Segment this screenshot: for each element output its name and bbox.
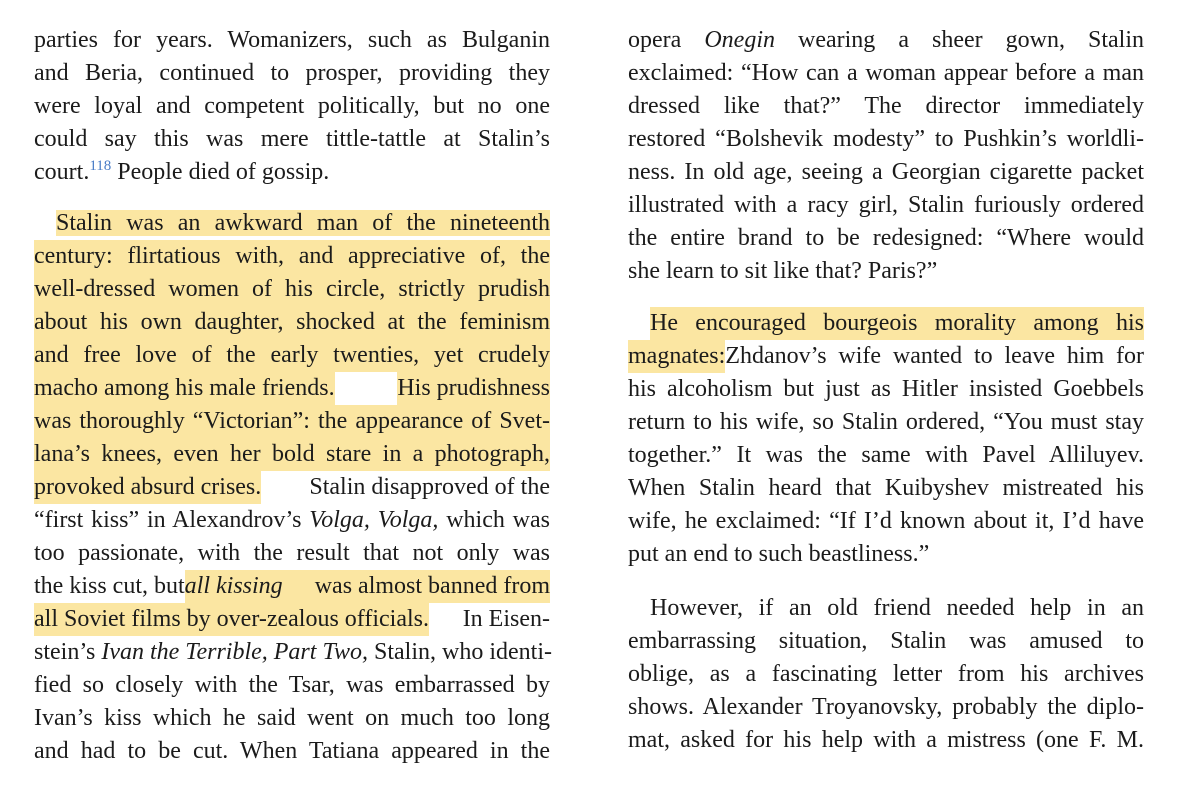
highlighted-text[interactable]: provoked absurd crises. xyxy=(34,471,261,504)
highlighted-text[interactable]: His prudishness xyxy=(397,372,550,405)
highlighted-line[interactable]: lana’s knees, even her bold stare in a photograph, xyxy=(34,438,550,471)
text-line xyxy=(34,603,550,636)
text-line: she learn to sit like that? Paris?” xyxy=(628,258,938,284)
text-line: could say this was mere tittle-tattle at Stalin’s xyxy=(34,126,550,152)
text-line xyxy=(34,372,550,405)
text-line: and had to be cut. When Tatiana appeared in the xyxy=(34,738,550,764)
text-line: When Stalin heard that Kuibyshev mistreated his xyxy=(628,475,1144,501)
text-span: was almost banned from xyxy=(314,573,550,599)
highlighted-text[interactable]: magnates: xyxy=(628,340,725,373)
text-line: the entire brand to be redesigned: “Where would xyxy=(628,225,1144,251)
footnote-link[interactable]: 118 xyxy=(89,158,112,174)
text-line: oblige, as a fascinating letter from his archives xyxy=(628,661,1144,687)
text-span: “first kiss” in Alexandrov’s xyxy=(34,507,310,533)
text-line: embarrassing situation, Stalin was amused to xyxy=(628,628,1144,654)
text-span: the kiss cut, but xyxy=(34,573,185,599)
text-line xyxy=(34,636,550,669)
opera-title: Onegin xyxy=(704,27,775,53)
highlighted-line[interactable]: and free love of the early twenties, yet crudely xyxy=(34,339,550,372)
text-line: were loyal and competent politically, but no one xyxy=(34,93,550,119)
text-line: restored “Bolshevik modesty” to Pushkin’s worldli- xyxy=(628,126,1144,152)
text-line xyxy=(34,504,550,537)
text-line: too passionate, with the result that not only was xyxy=(34,540,550,566)
text-line: However, if an old friend needed help in an xyxy=(650,595,1144,621)
text-line: exclaimed: “How can a woman appear before a man xyxy=(628,60,1144,86)
text-line xyxy=(34,570,550,603)
text-span: Stalin, who identi- xyxy=(368,639,552,665)
highlighted-text[interactable] xyxy=(185,570,550,603)
text-line: parties for years. Womanizers, such as Bulganin xyxy=(34,27,550,53)
text-line: return to his wife, so Stalin ordered, “You must stay xyxy=(628,409,1144,435)
text-line xyxy=(628,307,1144,340)
text-line: wife, he exclaimed: “If I’d known about it, I’d have xyxy=(628,508,1144,534)
text-span: wearing a sheer gown, Stalin xyxy=(774,27,1145,53)
text-line: mat, asked for his help with a mistress (one F. M. xyxy=(628,727,1144,753)
highlighted-line[interactable]: well-dressed women of his circle, strictly prudish xyxy=(34,273,550,306)
text-line: ness. In old age, seeing a Georgian cigarette packet xyxy=(628,159,1144,185)
highlighted-line[interactable]: about his own daughter, shocked at the feminism xyxy=(34,306,550,339)
text-span: People died of gossip. xyxy=(111,159,330,185)
highlighted-text[interactable]: He encouraged bourgeois morality among his xyxy=(650,307,1144,340)
text-span: court. xyxy=(34,159,90,185)
text-span: opera xyxy=(628,27,705,53)
text-span: Stalin disapproved of the xyxy=(309,474,550,500)
text-line: together.” It was the same with Pavel Alliluyev. xyxy=(628,442,1144,468)
highlighted-text[interactable]: macho among his male friends. xyxy=(34,372,335,405)
text-line xyxy=(628,24,1144,57)
text-line: dressed like that?” The director immediately xyxy=(628,93,1144,119)
text-line: shows. Alexander Troyanovsky, probably the diplo- xyxy=(628,694,1144,720)
text-span: Zhdanov’s wife wanted to leave him for xyxy=(725,343,1144,369)
text-line xyxy=(34,471,550,504)
text-span: stein’s xyxy=(34,639,102,665)
film-title: Ivan the Terrible, Part Two, xyxy=(101,639,369,665)
highlighted-text[interactable]: Stalin was an awkward man of the nineteenth xyxy=(56,210,550,236)
text-span: which was xyxy=(438,507,550,533)
text-line xyxy=(34,207,550,240)
highlighted-line[interactable]: century: flirtatious with, and appreciative of, the xyxy=(34,240,550,273)
highlighted-line[interactable]: was thoroughly “Victorian”: the appearance of Svet- xyxy=(34,405,550,438)
emphasis: all kissing xyxy=(184,573,283,599)
text-line: his alcoholism but just as Hitler insisted Goebbels xyxy=(628,376,1144,402)
text-line xyxy=(628,340,1144,373)
text-line xyxy=(34,156,550,189)
highlighted-text[interactable]: all Soviet films by over-zealous officials. xyxy=(34,603,429,636)
text-line: fied so closely with the Tsar, was embarrassed by xyxy=(34,672,550,698)
text-line: illustrated with a racy girl, Stalin furiously ordered xyxy=(628,192,1144,218)
film-title: Volga, Volga, xyxy=(309,507,439,533)
text-line: and Beria, continued to prosper, providing they xyxy=(34,60,550,86)
text-line: put an end to such beastliness.” xyxy=(628,541,930,567)
text-span: In Eisen- xyxy=(462,606,550,632)
text-line: Ivan’s kiss which he said went on much too long xyxy=(34,705,550,731)
